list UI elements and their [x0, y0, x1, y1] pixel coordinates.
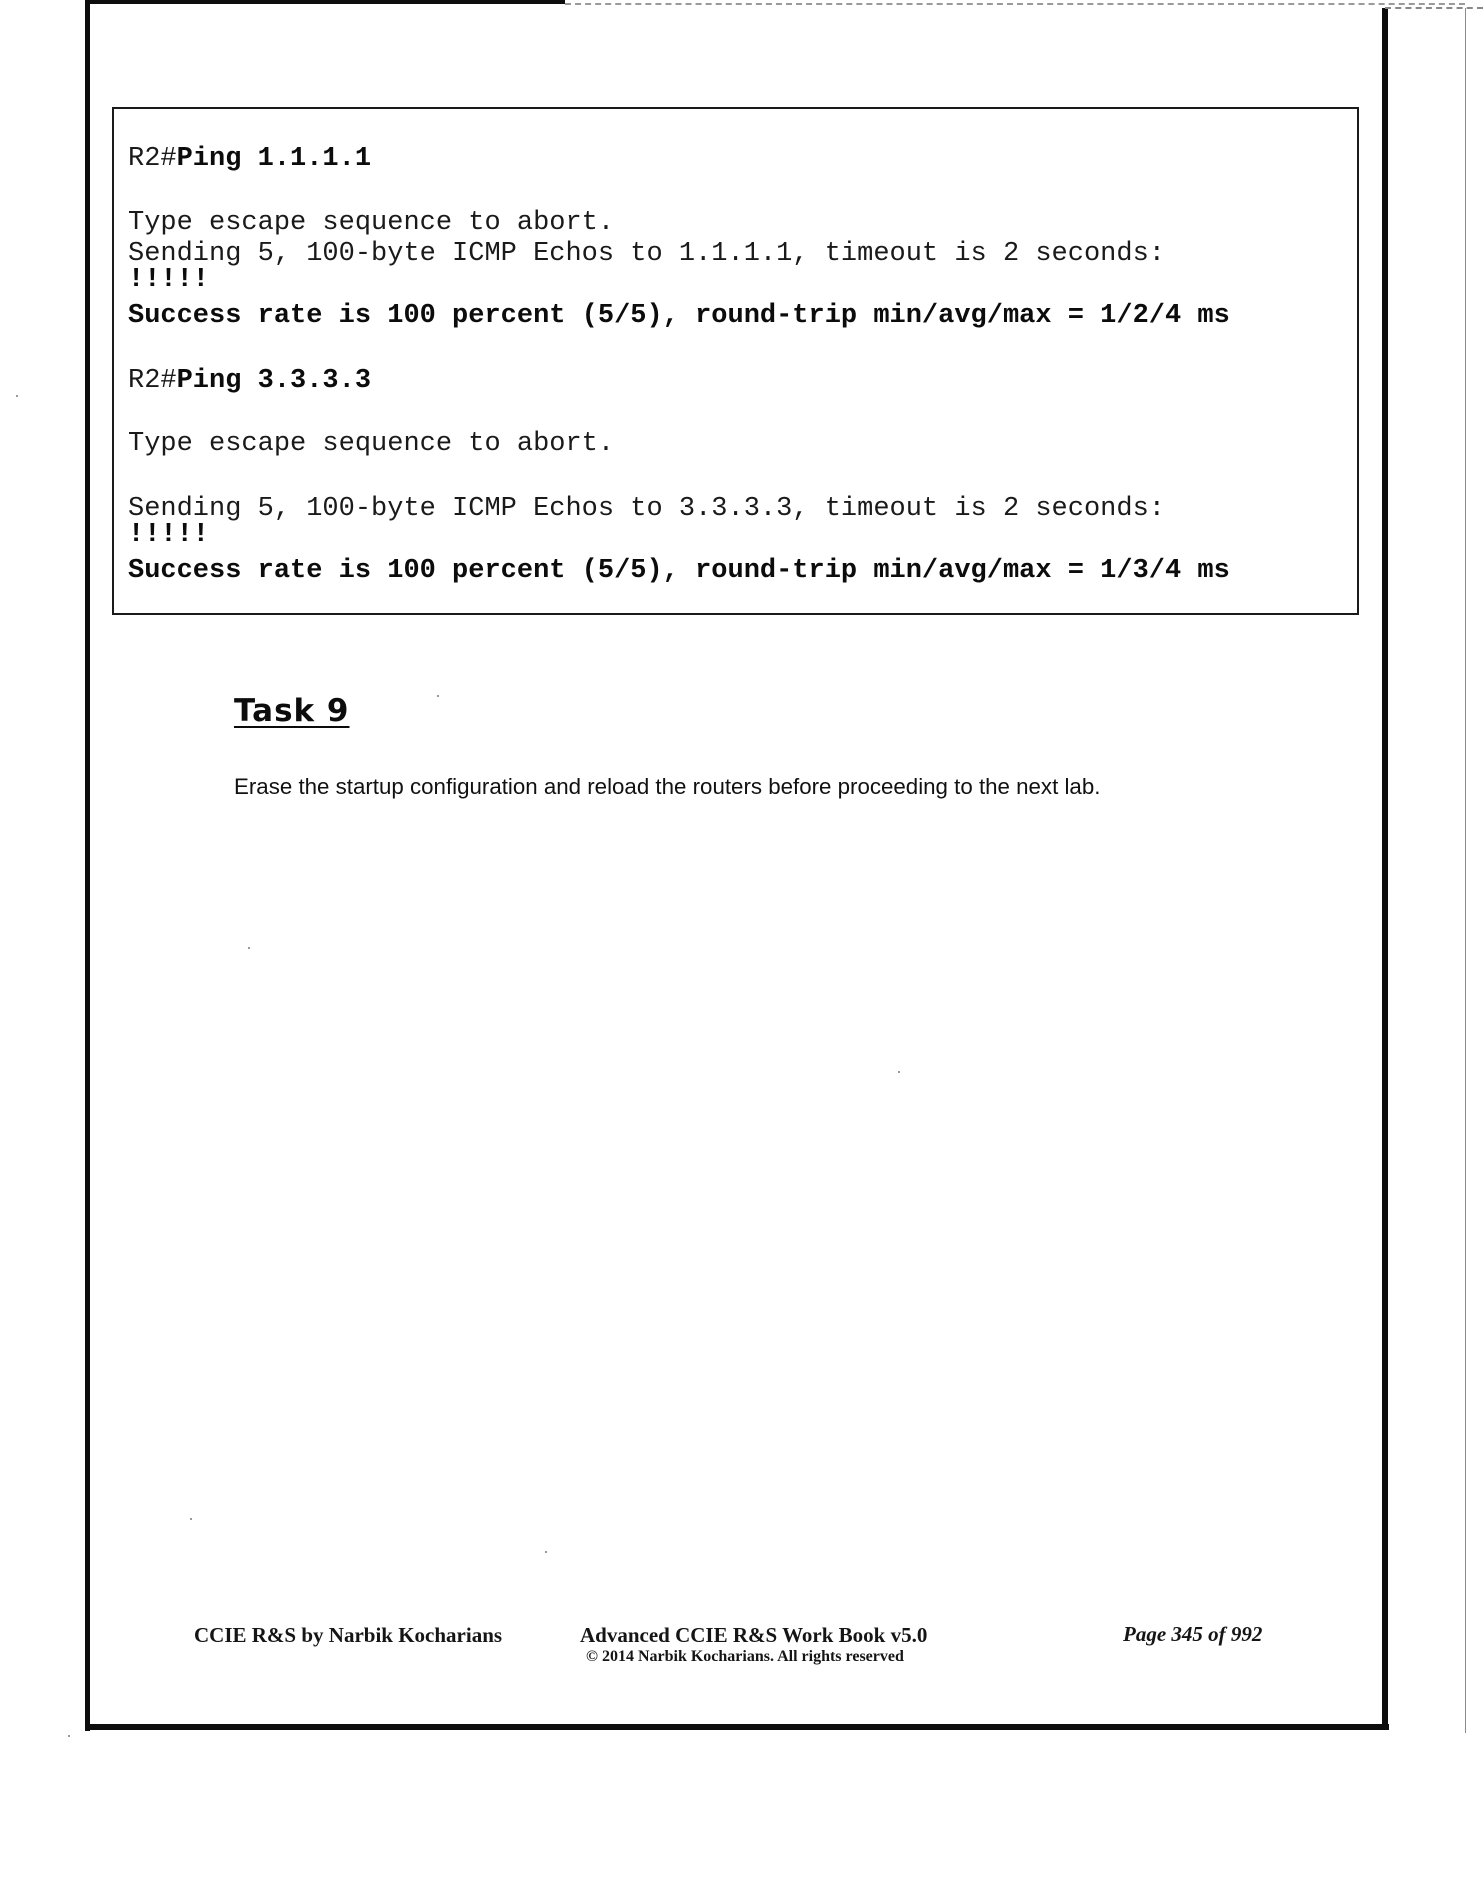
cli-output-line: Type escape sequence to abort. — [128, 208, 615, 238]
scan-speck — [68, 1735, 70, 1737]
page-frame-left — [85, 0, 90, 1731]
page-frame-top-faint — [565, 3, 1465, 5]
footer-copyright: © 2014 Narbik Kocharians. All rights reserved — [586, 1648, 904, 1665]
scan-speck — [437, 695, 439, 697]
cli-command-line — [128, 368, 371, 395]
scan-speck — [190, 1518, 192, 1520]
next-page-top-edge — [1385, 7, 1483, 9]
task-description: Erase the startup configuration and reload the routers before proceeding to the next lab. — [234, 774, 1101, 799]
cli-command: Ping 1.1.1.1 — [176, 144, 372, 174]
task-heading: Task 9 — [234, 693, 350, 729]
footer-book-title: Advanced CCIE R&S Work Book v5.0 — [580, 1623, 928, 1647]
cli-output-line: Sending 5, 100-byte ICMP Echos to 3.3.3.3, timeout is 2 seconds: — [128, 494, 1165, 524]
cli-ping-result-marks: !!!!! — [128, 520, 210, 550]
scan-speck — [16, 395, 18, 397]
cli-success-rate-line: Success rate is 100 percent (5/5), round-trip min/avg/max = 1/2/4 ms — [128, 301, 1230, 331]
scan-speck — [248, 947, 250, 949]
cli-output-line: Sending 5, 100-byte ICMP Echos to 1.1.1.1, timeout is 2 seconds: — [128, 239, 1165, 269]
cli-success-rate-line: Success rate is 100 percent (5/5), round-trip min/avg/max = 1/3/4 ms — [128, 556, 1230, 586]
cli-prompt: R2# — [128, 144, 177, 174]
footer-author: CCIE R&S by Narbik Kocharians — [194, 1623, 503, 1647]
page-frame-top — [85, 0, 565, 4]
scan-speck — [545, 1551, 547, 1553]
cli-ping-result-marks: !!!!! — [128, 265, 210, 295]
page-frame-bottom — [85, 1724, 1389, 1730]
cli-prompt: R2# — [128, 366, 177, 396]
cli-output-line: Type escape sequence to abort. — [128, 429, 615, 459]
cli-command: Ping 3.3.3.3 — [176, 366, 372, 396]
next-page-edge — [1465, 8, 1466, 1733]
page-frame-right — [1382, 8, 1388, 1730]
footer-page-number: Page 345 of 992 — [1123, 1622, 1263, 1646]
cli-output-box — [112, 107, 1359, 615]
scan-speck — [898, 1071, 900, 1073]
cli-command-line — [128, 146, 371, 173]
